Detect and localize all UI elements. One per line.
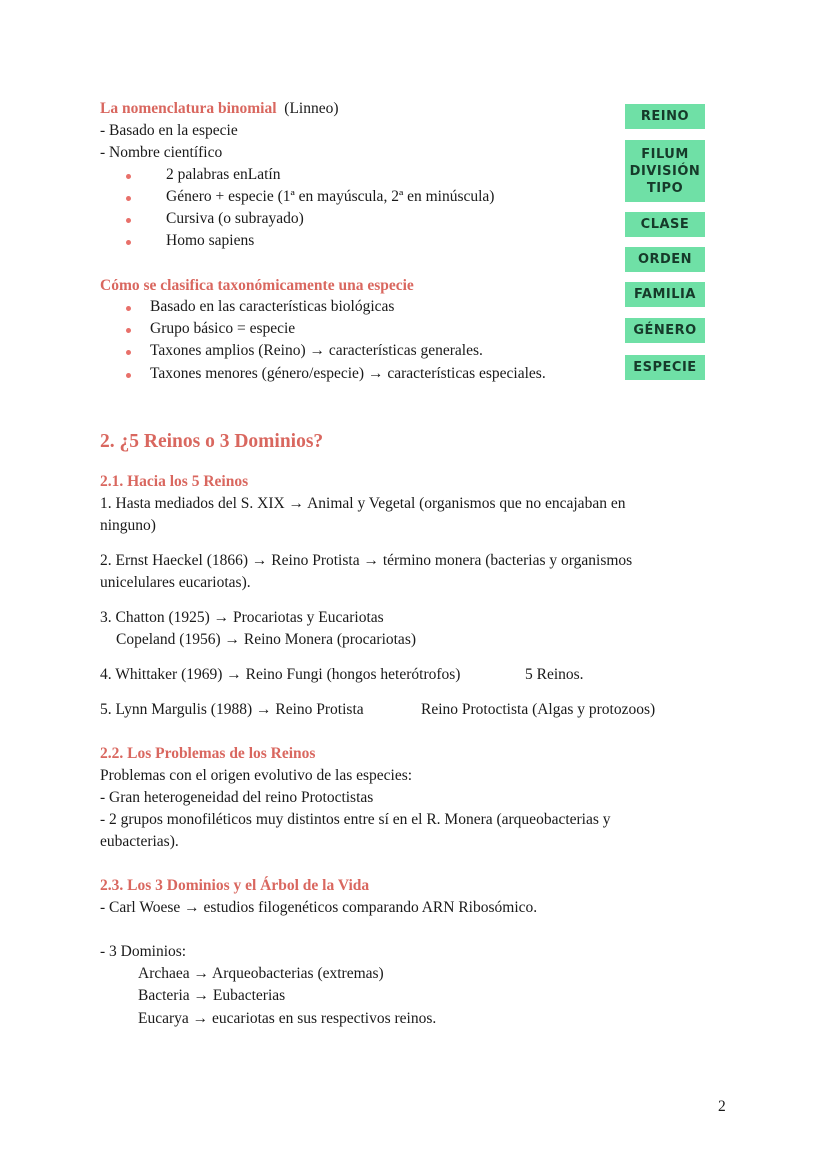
- paragraph-line: 1. Hasta mediados del S. XIX → Animal y Vegetal (organismos que no encajaban en: [100, 495, 626, 512]
- domain-item: Bacteria → Eubacterias: [138, 987, 286, 1004]
- taxon-familia: FAMILIA: [625, 282, 705, 307]
- list-item: Grupo básico = especie: [150, 320, 296, 337]
- taxon-orden: ORDEN: [625, 247, 705, 272]
- taxon-tipo-label: TIPO: [646, 180, 684, 196]
- taxon-clase: CLASE: [625, 212, 705, 237]
- paragraph-line: 5. Lynn Margulis (1988) → Reino Protista: [100, 701, 364, 718]
- subsection-title-2-1: 2.1. Hacia los 5 Reinos: [100, 473, 249, 490]
- bullet-icon: [126, 218, 131, 223]
- list-item: Taxones amplios (Reino) → características generales.: [150, 342, 483, 359]
- taxon-reino: REINO: [625, 104, 705, 129]
- list-item: Basado en las características biológicas: [150, 298, 395, 315]
- bullet-icon: [126, 328, 131, 333]
- heading-5-reinos-3-dominios: 2. ¿5 Reinos o 3 Dominios?: [100, 431, 324, 452]
- taxon-genero: GÉNERO: [625, 318, 705, 343]
- paragraph-line: ninguno): [100, 517, 156, 534]
- paragraph-line: Problemas con el origen evolutivo de las especies:: [100, 767, 413, 784]
- paragraph-line: - 2 grupos monofiléticos muy distintos entre sí en el R. Monera (arqueobacterias y: [100, 811, 611, 828]
- paragraph-note: 5 Reinos.: [525, 666, 584, 683]
- domain-item: Archaea → Arqueobacterias (extremas): [138, 965, 384, 982]
- subsection-title-2-3: 2.3. Los 3 Dominios y el Árbol de la Vida: [100, 877, 370, 894]
- list-item: 2 palabras enLatín: [166, 166, 281, 183]
- paragraph-line: - 3 Dominios:: [100, 943, 187, 960]
- bullet-icon: [126, 196, 131, 201]
- list-item: Taxones menores (género/especie) → características especiales.: [150, 365, 546, 382]
- paragraph-line: 2. Ernst Haeckel (1866) → Reino Protista → término monera (bacterias y organismos: [100, 552, 633, 569]
- taxon-division-label: DIVISIÓN: [629, 163, 701, 179]
- bullet-icon: [126, 350, 131, 355]
- paragraph-line: Copeland (1956) → Reino Monera (procariotas): [116, 631, 417, 648]
- page-number: 2: [718, 1098, 726, 1115]
- bullet-icon: [126, 373, 131, 378]
- paragraph-line: 4. Whittaker (1969) → Reino Fungi (hongos heterótrofos): [100, 666, 461, 683]
- paragraph-line: - Carl Woese → estudios filogenéticos comparando ARN Ribosómico.: [100, 899, 538, 916]
- taxon-filum: [625, 140, 705, 202]
- section-title-nomenclature: La nomenclatura binomial (Linneo): [100, 100, 339, 117]
- taxon-filum-label: FILUM: [641, 146, 689, 162]
- paragraph-line: eubacterias).: [100, 833, 179, 850]
- bullet-icon: [126, 240, 131, 245]
- bullet-icon: [126, 174, 131, 179]
- list-item: Homo sapiens: [166, 232, 255, 249]
- domain-item: Eucarya → eucariotas en sus respectivos reinos.: [138, 1010, 437, 1027]
- paragraph-note: Reino Protoctista (Algas y protozoos): [421, 701, 656, 718]
- list-item: Cursiva (o subrayado): [166, 210, 304, 227]
- text-line: - Nombre científico: [100, 144, 223, 161]
- taxon-especie: ESPECIE: [625, 355, 705, 380]
- bullet-icon: [126, 306, 131, 311]
- list-item: Género + especie (1ª en mayúscula, 2ª en minúscula): [166, 188, 495, 205]
- text-line: - Basado en la especie: [100, 122, 238, 139]
- paragraph-line: 3. Chatton (1925) → Procariotas y Eucariotas: [100, 609, 384, 626]
- section-title-classification: Cómo se clasifica taxonómicamente una especie: [100, 277, 414, 294]
- paragraph-line: - Gran heterogeneidad del reino Protoctistas: [100, 789, 374, 806]
- subsection-title-2-2: 2.2. Los Problemas de los Reinos: [100, 745, 316, 762]
- paragraph-line: unicelulares eucariotas).: [100, 574, 251, 591]
